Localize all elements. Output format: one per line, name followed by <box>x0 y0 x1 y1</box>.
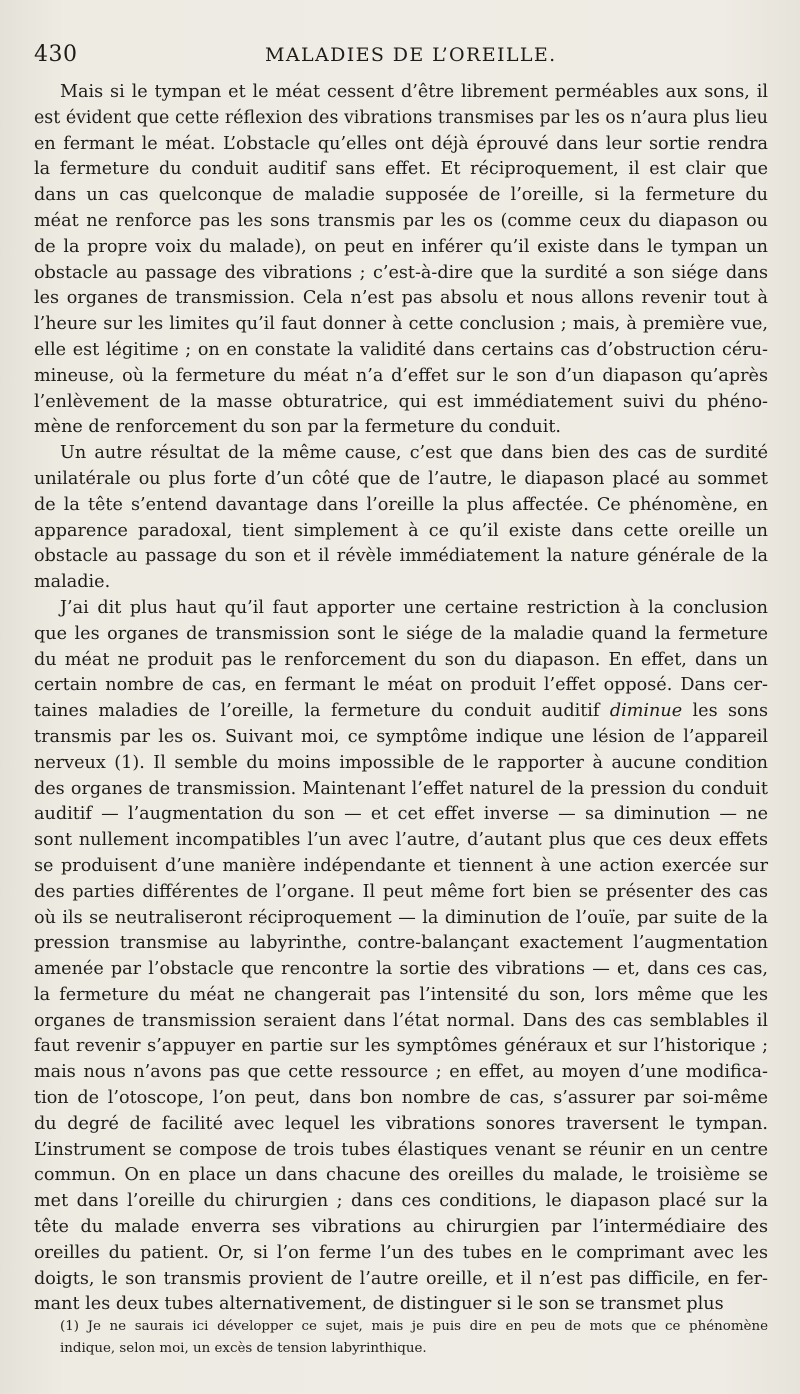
text-line: des parties différentes de l’organe. Il peut même fort bien se présenter des cas <box>34 881 768 902</box>
running-title: MALADIES DE L’OREILLE. <box>265 44 557 66</box>
text-line: Mais si le tympan et le méat cessent d’être librement perméables aux sons, il <box>60 82 768 102</box>
paragraph <box>34 80 768 441</box>
text-line: faut revenir s’appuyer en partie sur les symptômes généraux et sur l’historique ; <box>34 1036 768 1057</box>
text-line: mène de renforcement du son par la fermeture du conduit. <box>34 417 562 438</box>
text-line: les organes de transmission. Cela n’est pas absolu et nous allons revenir tout à <box>34 288 768 309</box>
text-line: tion de l’otoscope, l’on peut, dans bon nombre de cas, s’assurer par soi-même <box>34 1088 768 1109</box>
text-line: la fermeture du conduit auditif sans effet. Et réciproquement, il est clair que <box>34 159 768 180</box>
text-line: du degré de facilité avec lequel les vibrations sonores traversent le tympan. <box>34 1113 768 1134</box>
text-line: que les organes de transmission sont le siége de la maladie quand la fermeture <box>34 623 768 644</box>
text-line: commun. On en place un dans chacune des oreilles du malade, le troisième se <box>34 1165 768 1186</box>
text-line: l’heure sur les limites qu’il faut donner à cette conclusion ; mais, à première vue, <box>34 314 768 335</box>
text-line: maladie. <box>34 572 111 593</box>
text-line: taines maladies de l’oreille, la fermeture du conduit auditif diminue les sons <box>34 701 769 722</box>
body-text <box>34 80 768 1318</box>
text-line: amenée par l’obstacle que rencontre la sortie des vibrations — et, dans ces cas, <box>34 959 768 980</box>
text-line: auditif — l’augmentation du son — et cet effet inverse — sa diminution — ne <box>34 804 768 825</box>
text-line: elle est légitime ; on en constate la validité dans certains cas d’obstruction céru- <box>34 339 768 360</box>
text-line: certain nombre de cas, en fermant le méat on produit l’effet opposé. Dans cer- <box>34 675 768 696</box>
text-line: de la tête s’entend davantage dans l’oreille la plus affectée. Ce phénomène, en <box>34 494 768 515</box>
text-line: de la propre voix du malade), on peut en inférer qu’il existe dans le tympan un <box>34 236 768 257</box>
text-line: J’ai dit plus haut qu’il faut apporter une certaine restriction à la conclusion <box>60 597 768 618</box>
text-line: où ils se neutraliseront réciproquement — la diminution de l’ouïe, par suite de la <box>34 907 768 928</box>
text-line: L’instrument se compose de trois tubes élastiques venant se réunir en un centre <box>34 1139 768 1160</box>
paragraph <box>34 441 768 596</box>
text-line: en fermant le méat. L’obstacle qu’elles ont déjà éprouvé dans leur sortie rendra <box>34 133 768 154</box>
text-line: Un autre résultat de la même cause, c’est que dans bien des cas de surdité <box>60 443 768 464</box>
text-line: mineuse, où la fermeture du méat n’a d’effet sur le son d’un diapason qu’après <box>34 365 768 386</box>
emphasis: diminue <box>609 701 683 722</box>
paragraph <box>34 596 768 1318</box>
text-line: transmis par les os. Suivant moi, ce symptôme indique une lésion de l’appareil <box>34 726 768 747</box>
text-line: oreilles du patient. Or, si l’on ferme l’un des tubes en le comprimant avec les <box>34 1242 768 1263</box>
text-line: se produisent d’une manière indépendante et tiennent à une action exercée sur <box>34 855 768 876</box>
running-header <box>0 36 800 72</box>
text-line: nerveux (1). Il semble du moins impossible de le rapporter à aucune condition <box>34 752 768 773</box>
text-line: doigts, le son transmis provient de l’autre oreille, et il n’est pas difficile, en fer- <box>34 1268 768 1289</box>
text-line: obstacle au passage du son et il révèle immédiatement la nature générale de la <box>34 546 768 567</box>
text-line: la fermeture du méat ne changerait pas l’intensité du son, lors même que les <box>34 984 768 1005</box>
text-line: sont nullement incompatibles l’un avec l’autre, d’autant plus que ces deux effets <box>34 830 768 851</box>
text-line: pression transmise au labyrinthe, contre-balançant exactement l’augmentation <box>34 933 768 954</box>
footnote-line: (1) Je ne saurais ici développer ce sujet, mais je puis dire en peu de mots que ce phénomène <box>60 1319 768 1334</box>
text-line: l’enlèvement de la masse obturatrice, qui est immédiatement suivi du phéno- <box>34 391 768 412</box>
text-line: des organes de transmission. Maintenant l’effet naturel de la pression du conduit <box>34 778 768 799</box>
text-line: met dans l’oreille du chirurgien ; dans ces conditions, le diapason placé sur la <box>34 1191 768 1212</box>
footnote-line: indique, selon moi, un excès de tension labyrinthique. <box>60 1341 427 1356</box>
text-line: mais nous n’avons pas que cette ressource ; en effet, au moyen d’une modifica- <box>34 1062 768 1083</box>
footnote <box>34 1316 768 1360</box>
text-line: est évident que cette réflexion des vibrations transmises par les os n’aura plus lieu <box>34 107 768 128</box>
text-line: unilatérale ou plus forte d’un côté que de l’autre, le diapason placé au sommet <box>34 468 768 489</box>
text-line: dans un cas quelconque de maladie supposée de l’oreille, si la fermeture du <box>34 185 768 206</box>
text-line: du méat ne produit pas le renforcement du son du diapason. En effet, dans un <box>34 649 768 670</box>
text-line: apparence paradoxal, tient simplement à ce qu’il existe dans cette oreille un <box>34 520 768 541</box>
text-line: tête du malade enverra ses vibrations au chirurgien par l’intermédiaire des <box>34 1217 768 1238</box>
text-line: obstacle au passage des vibrations ; c’est-à-dire que la surdité a son siége dans <box>34 262 768 283</box>
text-line: méat ne renforce pas les sons transmis par les os (comme ceux du diapason ou <box>34 210 768 231</box>
text-line: organes de transmission seraient dans l’état normal. Dans des cas semblables il <box>34 1010 768 1031</box>
page-number: 430 <box>34 42 78 67</box>
text-line: mant les deux tubes alternativement, de distinguer si le son se transmet plus <box>34 1294 724 1315</box>
